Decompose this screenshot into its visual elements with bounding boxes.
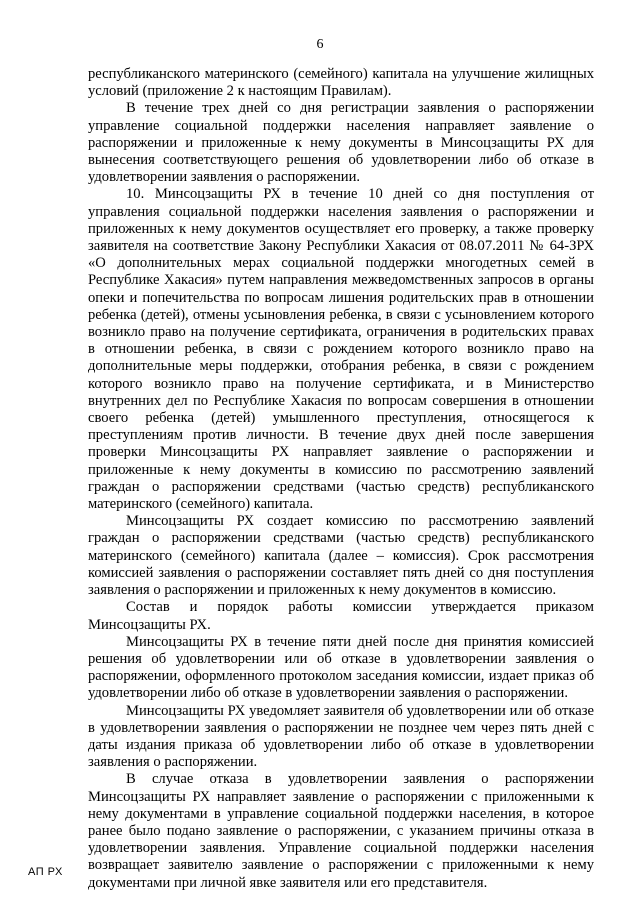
document-body [88, 66, 594, 892]
paragraph-continuation: республиканского материнского (семейного) капитала на улучшение жилищных условий (приложение 2 к настоящим Правилам). [88, 66, 594, 100]
footer-mark: АП РХ [28, 866, 63, 878]
paragraph: В течение трех дней со дня регистрации заявления о распоряжении управление социальной поддержки населения направляет заявление о распоряжении и приложенные к нему документы в Минсоцзащиты РХ для вынесения соответствующего решения об удовлетворении либо об отказе в удовлетворении заявления о распоряжении. [88, 100, 594, 186]
paragraph-clause-10: 10. Минсоцзащиты РХ в течение 10 дней со дня поступления от управления социальной поддержки населения заявления о распоряжении и приложенных к нему документов осуществляет его проверку, а также проверку заявителя на соответствие Закону Республики Хакасия от 08.07.2011 № 64-ЗРХ «О дополнительных мерах социальной поддержки многодетных семей в Республике Хакасия» путем направления межведомственных запросов в органы опеки и попечительства по вопросам лишения родительских прав в отношении ребенка (детей), отмены усыновления ребенка, в связи с усыновлением которого возникло право на получение сертификата, ограничения в родительских правах в отношении ребенка, в связи с рождением которого возникло право на дополнительные меры поддержки, отобрания ребенка, в связи с рождением которого возникло право на получение сертификата, и в Министерство внутренних дел по Республике Хакасия по вопросам совершения в отношении своего ребенка (детей) умышленного преступления, относящегося к преступлениям против личности. В течение двух дней после завершения проверки Минсоцзащиты РХ направляет заявление о распоряжении и приложенные к нему документы в комиссию по рассмотрению заявлений граждан о распоряжении средствами (частью средств) республиканского материнского (семейного) капитала. [88, 186, 594, 513]
paragraph: Минсоцзащиты РХ в течение пяти дней после дня принятия комиссией решения об удовлетворении или об отказе в удовлетворении заявления о распоряжении, оформленного протоколом заседания комиссии, издает приказ об удовлетворении либо об отказе в удовлетворении заявления о распоряжении. [88, 633, 594, 702]
paragraph: Состав и порядок работы комиссии утверждается приказом Минсоцзащиты РХ. [88, 599, 594, 633]
paragraph: В случае отказа в удовлетворении заявления о распоряжении Минсоцзащиты РХ направляет заявление о распоряжении с приложенными к нему документами в управление социальной поддержки населения, в которое ранее было подано заявление о распоряжении, с указанием причины отказа в удовлетворении заявления. Управление социальной поддержки населения возвращает заявителю заявление о распоряжении с приложенными к нему документами при личной явке заявителя или его представителя. [88, 771, 594, 891]
paragraph: Минсоцзащиты РХ создает комиссию по рассмотрению заявлений граждан о распоряжении средствами (частью средств) республиканского материнского (семейного) капитала (далее – комиссия). Срок рассмотрения комиссией заявления о распоряжении составляет пять дней со дня поступления заявления о распоряжении и приложенных к нему документов в комиссию. [88, 513, 594, 599]
page-number: 6 [316, 37, 324, 52]
paragraph: Минсоцзащиты РХ уведомляет заявителя об удовлетворении или об отказе в удовлетворении заявления о распоряжении не позднее чем через пять дней с даты издания приказа об удовлетворении либо об отказе в удовлетворении заявления о распоряжении. [88, 702, 594, 771]
